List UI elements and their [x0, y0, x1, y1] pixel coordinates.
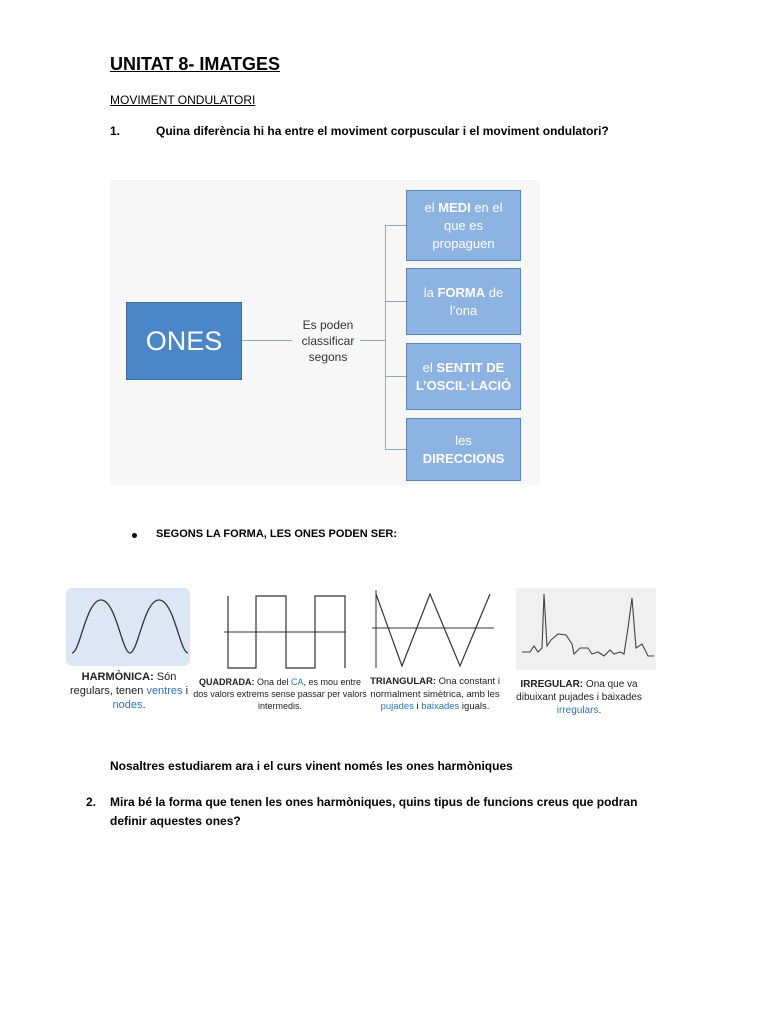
- caption-text: iguals.: [459, 701, 490, 712]
- waves-classification-diagram: [110, 180, 540, 485]
- irregular-caption-name: IRREGULAR:: [520, 679, 584, 690]
- branch-line: [385, 376, 406, 377]
- category-keyword: MEDI: [438, 199, 471, 215]
- classification-label: Es poden classificar segons: [301, 318, 355, 364]
- question-2-text: Mira bé la forma que tenen les ones harmòniques, quins tipus de funcions creus que podran definir aquestes ones?: [110, 795, 638, 828]
- category-keyword: DIRECCIONS: [422, 450, 505, 466]
- caption-highlight: nodes: [112, 699, 143, 711]
- category-medium-box: [406, 190, 521, 261]
- category-keyword: FORMA: [437, 284, 486, 300]
- question-2-number: 2.: [86, 795, 97, 809]
- harmonic-caption: [70, 670, 188, 712]
- caption-text: .: [142, 699, 146, 711]
- irregular-wave-figure: [516, 588, 656, 670]
- caption-text: Ona del: [254, 677, 291, 687]
- category-text: en el que es propaguen: [432, 199, 503, 251]
- triangular-wave-figure: [372, 588, 496, 670]
- category-keyword: SENTIT DE L’OSCIL·LACIÓ: [415, 359, 512, 393]
- category-text: de l’ona: [449, 284, 504, 318]
- connector-line: [242, 340, 292, 341]
- bullet-dot: [132, 533, 137, 538]
- category-text: les: [455, 432, 472, 448]
- triangular-caption: [366, 676, 504, 714]
- caption-highlight: CA: [290, 677, 304, 687]
- category-text: el: [424, 199, 439, 215]
- bullet-heading: SEGONS LA FORMA, LES ONES PODEN SER:: [156, 528, 398, 540]
- caption-text: Ona constant i normalment simètrica, amb les: [370, 676, 500, 700]
- study-note: Nosaltres estudiarem ara i el curs vinent només les ones harmòniques: [110, 759, 513, 773]
- ones-root-box: ONES: [126, 302, 242, 380]
- triangular-caption-name: TRIANGULAR:: [370, 676, 437, 687]
- harmonic-caption-name: HARMÒNICA:: [81, 671, 154, 683]
- caption-text: Ona que va dibuixant pujades i baixades: [516, 679, 642, 703]
- category-shape-box: [406, 268, 521, 335]
- bracket-line: [385, 225, 386, 450]
- branch-line: [385, 301, 406, 302]
- question-1-text: Quina diferència hi ha entre el moviment corpuscular i el moviment ondulatori?: [156, 124, 609, 138]
- caption-highlight: ventres: [146, 685, 183, 697]
- branch-line: [385, 449, 406, 450]
- caption-text: Són regulars, tenen: [70, 671, 177, 697]
- caption-highlight: irregulars: [556, 705, 599, 716]
- page-title: UNITAT 8- IMATGES: [110, 54, 280, 74]
- sine-wave-graphic: [66, 588, 190, 666]
- caption-highlight: baixades: [421, 701, 460, 712]
- branch-line: [385, 225, 406, 226]
- category-text: el: [422, 359, 437, 375]
- square-wave-figure: [224, 588, 348, 670]
- caption-text: i: [182, 685, 189, 697]
- harmonic-wave-figure: [66, 588, 190, 666]
- irregular-caption: [506, 678, 652, 717]
- caption-text: .: [598, 705, 602, 716]
- section-heading: MOVIMENT ONDULATORI: [110, 93, 256, 107]
- category-text: la: [423, 284, 438, 300]
- square-caption-name: QUADRADA:: [198, 677, 255, 687]
- caption-text: i: [413, 701, 422, 712]
- caption-text: , es mou entre dos valors extrems sense passar per valors intermedis.: [193, 677, 367, 711]
- category-oscillation-box: [406, 343, 521, 410]
- square-wave-graphic: [224, 588, 348, 670]
- question-1-number: 1.: [110, 124, 121, 138]
- irregular-wave-graphic: [516, 588, 656, 670]
- square-caption: [192, 676, 368, 712]
- category-directions-box: [406, 418, 521, 481]
- caption-highlight: pujades: [380, 701, 414, 712]
- triangular-wave-graphic: [372, 588, 496, 670]
